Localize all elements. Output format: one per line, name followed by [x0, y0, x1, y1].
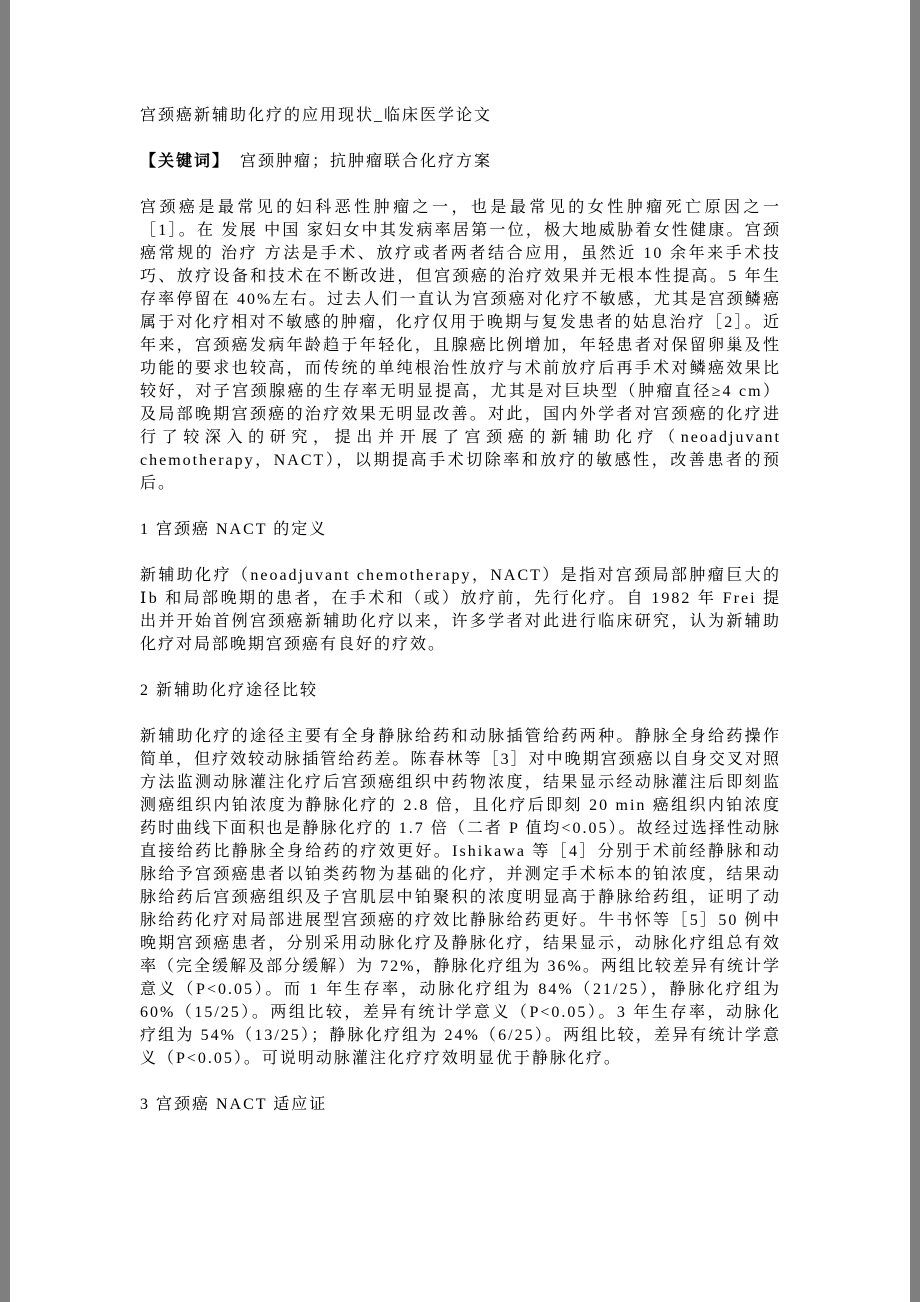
- section-2-heading: 2 新辅助化疗途径比较: [140, 682, 319, 699]
- keywords-text: 宫颈肿瘤；抗肿瘤联合化疗方案: [222, 153, 493, 170]
- section-1-paragraph: 新辅助化疗（neoadjuvant chemotherapy，NACT）是指对宫颈局部肿瘤巨大的Ⅰb 和局部晚期的患者，在手术和（或）放疗前，先行化疗。自 1982 年 Frei 提出并开始首例宫颈癌新辅助化疗以来，许多学者对此进行临床研究，认为新辅助化疗对局部晚期宫颈癌有良好的疗效。: [140, 567, 781, 653]
- document-page: [10, 0, 910, 1302]
- section-2-paragraph: 新辅助化疗的途径主要有全身静脉给药和动脉插管给药两种。静脉全身给药操作简单，但疗效较动脉插管给药差。陈春林等［3］对中晚期宫颈癌以自身交叉对照方法监测动脉灌注化疗后宫颈癌组织中药物浓度，结果显示经动脉灌注后即刻监测癌组织内铂浓度为静脉化疗的 2.8 倍，且化疗后即刻 20 min 癌组织内铂浓度药时曲线下面积也是静脉化疗的 1.7 倍（二者 P 值均<0.05）。故经过选择性动脉直接给药比静脉全身给药的疗效更好。Ishikawa 等［4］分别于术前经静脉和动脉给予宫颈癌患者以铂类药物为基础的化疗，并测定手术标本的铂浓度，结果动脉给药后宫颈癌组织及子宫肌层中铂聚积的浓度明显高于静脉给药组，证明了动脉给药化疗对局部进展型宫颈癌的疗效比静脉给药更好。牛书怀等［5］50 例中晚期宫颈癌患者，分别采用动脉化疗及静脉化疗，结果显示，动脉化疗组总有效率（完全缓解及部分缓解）为 72%，静脉化疗组为 36%。两组比较差异有统计学意义（P<0.05）。而 1 年生存率，动脉化疗组为 84%（21/25），静脉化疗组为 60%（15/25）。两组比较，差异有统计学意义（P<0.05）。3 年生存率，动脉化疗组为 54%（13/25）；静脉化疗组为 24%（6/25）。两组比较，差异有统计学意义（P<0.05）。可说明动脉灌注化疗疗效明显优于静脉化疗。: [140, 728, 781, 1067]
- section-1-heading: 1 宫颈癌 NACT 的定义: [140, 521, 328, 538]
- intro-paragraph: 宫颈癌是最常见的妇科恶性肿瘤之一，也是最常见的女性肿瘤死亡原因之一［1］。在 发展 中国 家妇女中其发病率居第一位，极大地威胁着女性健康。宫颈癌常规的 治疗 方法是手术、放疗或者两者结合应用，虽然近 10 余年来手术技巧、放疗设备和技术在不断改进，但宫颈癌的治疗效果并无根本性提高。5 年生存率停留在 40%左右。过去人们一直认为宫颈癌对化疗不敏感，尤其是宫颈鳞癌属于对化疗相对不敏感的肿瘤，化疗仅用于晚期与复发患者的姑息治疗［2］。近年来，宫颈癌发病年龄趋于年轻化，且腺癌比例增加，年轻患者对保留卵巢及性功能的要求也较高，而传统的单纯根治性放疗与术前放疗后再手术对鳞癌效果比较好，对子宫颈腺癌的生存率无明显提高，尤其是对巨块型（肿瘤直径≥4 cm）及局部晚期宫颈癌的治疗效果无明显改善。对此，国内外学者对宫颈癌的化疗进行了较深入的研究，提出并开展了宫颈癌的新辅助化疗（neoadjuvant chemotherapy，NACT），以期提高手术切除率和放疗的敏感性，改善患者的预后。: [140, 199, 781, 492]
- keywords-line: [140, 150, 781, 173]
- section-3-heading: 3 宫颈癌 NACT 适应证: [140, 1096, 328, 1113]
- document-body: [140, 104, 781, 1116]
- keywords-label: 【关键词】: [140, 153, 223, 170]
- document-title: 宫颈癌新辅助化疗的应用现状_临床医学论文: [140, 107, 493, 124]
